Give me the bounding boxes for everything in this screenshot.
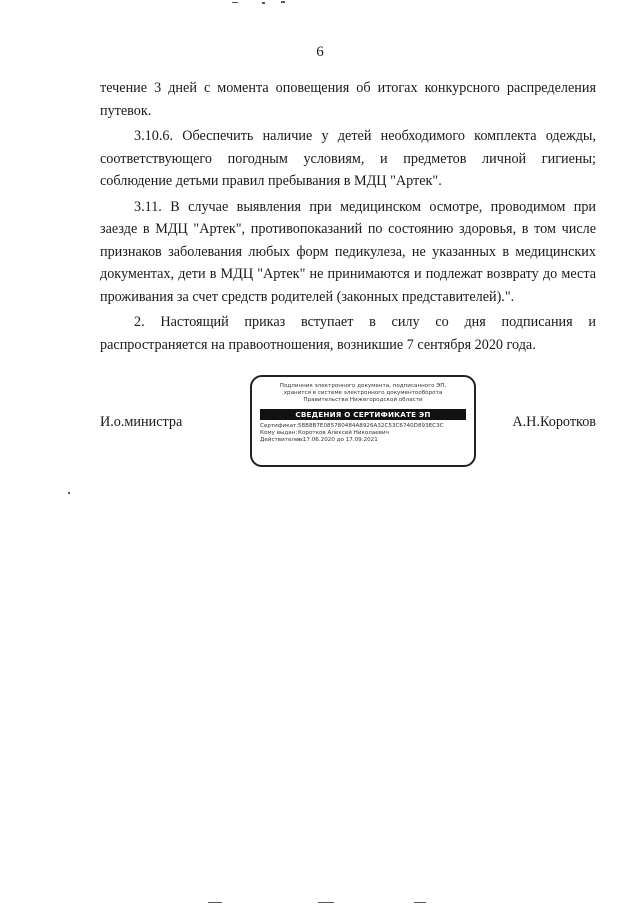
stamp-validity-label: Действителен: [260, 437, 304, 444]
stamp-certificate-row [260, 423, 466, 430]
stamp-header-line: хранится в системе электронного документооборота [283, 390, 443, 397]
stamp-issued-to-label: Кому выдан: [260, 430, 298, 437]
scan-artifact [262, 2, 265, 4]
stamp-certificate-value: 58B8B7E085780484A8926A32C53C6740D893EC3C [298, 422, 444, 429]
stamp-title: СВЕДЕНИЯ О СЕРТИФИКАТЕ ЭП [260, 409, 466, 420]
scan-artifact [318, 902, 334, 903]
document-body [100, 77, 596, 359]
scan-artifact [208, 902, 222, 903]
stamp-validity-value: с 17.06.2020 до 17.09.2021 [298, 437, 378, 444]
scan-artifact [232, 2, 238, 3]
stamp-issued-to-value: Коротков Алексей Николаевич [298, 430, 389, 437]
page-number: 6 [316, 44, 324, 60]
electronic-signature-stamp [250, 375, 476, 467]
paragraph-2: 2. Настоящий приказ вступает в силу со дня подписания и распространяется на правоотношения, возникшие 7 сентября 2020 года. [100, 314, 596, 353]
signatory-name: А.Н.Коротков [512, 414, 596, 430]
stamp-validity-row [260, 437, 466, 444]
stamp-header-line: Подлинник электронного документа, подписанного ЭП, [279, 383, 447, 389]
stamp-header-line: Правительства Нижегородской области [303, 397, 423, 404]
signatory-position: И.о.министра [100, 414, 183, 430]
scan-artifact [281, 1, 285, 3]
stamp-certificate-label: Сертификат: [260, 422, 299, 429]
paragraph-3-10-6: 3.10.6. Обеспечить наличие у детей необходимого комплекта одежды, соответствующего погодным условиям, и предметов личной гигиены; соблюдение детьми правил пребывания в МДЦ "Артек". [100, 128, 596, 189]
scan-artifact [68, 492, 70, 494]
paragraph-3-11: 3.11. В случае выявления при медицинском осмотре, проводимом при заезде в МДЦ "Артек", противопоказаний по состоянию здоровья, в том числе признаков заболевания любых форм педикулеза, не указанных в медицинских документах, дети в МДЦ "Артек" не принимаются и подлежат возврату до места проживания за счет средств родителей (законных представителей).". [100, 198, 596, 305]
paragraph-continuation: течение 3 дней с момента оповещения об итогах конкурсного распределения путевок. [100, 80, 596, 119]
scan-artifact [414, 902, 426, 903]
